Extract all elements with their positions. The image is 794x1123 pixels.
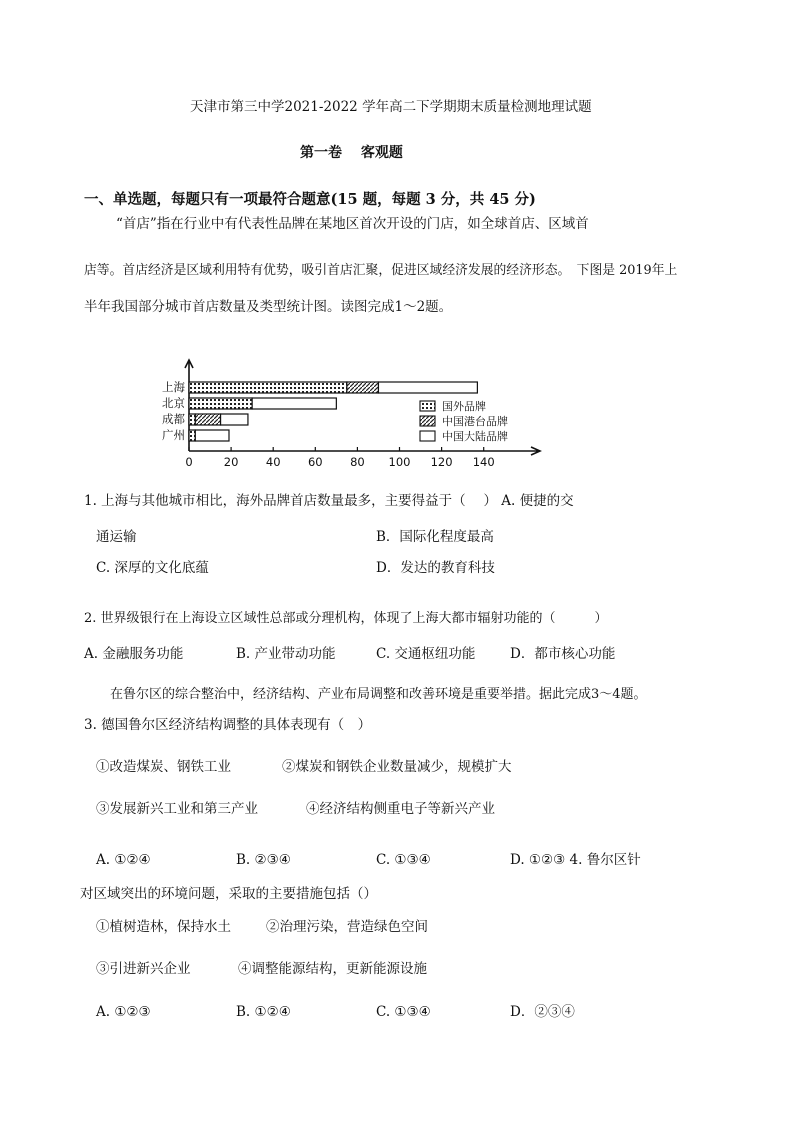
bar-segment	[195, 430, 229, 441]
category-label: 广州	[162, 428, 185, 442]
q4-statement-2: ②治理污染，营造绿色空间	[266, 919, 428, 935]
q3-option-a: A. ①②④	[96, 852, 151, 868]
ruhr-intro: 在鲁尔区的综合整治中，经济结构、产业布局调整和改善环境是重要举措。据此完成3～4题。	[110, 687, 647, 702]
bar-segment	[221, 414, 248, 425]
q2-option-b: B. 产业带动功能	[236, 646, 336, 662]
section-heading: 一、单选题，每题只有一项最符合题意(15 题，每题 3 分，共 45 分)	[84, 191, 536, 208]
q3-stem: 3. 德国鲁尔区经济结构调整的具体表现有（ ）	[84, 717, 372, 733]
category-label: 北京	[162, 396, 185, 410]
q4-option-b: B. ①②④	[236, 1004, 291, 1020]
first-store-chart	[150, 355, 560, 470]
x-tick-label: 60	[307, 455, 323, 469]
bar-segment	[195, 414, 220, 425]
q4-statement-1: ①植树造林，保持水土	[96, 919, 231, 935]
q1-option-b: B．国际化程度最高	[376, 529, 494, 545]
x-tick-label: 100	[388, 455, 411, 469]
q3-option-c: C. ①③④	[376, 852, 431, 868]
q1-option-d: D．发达的教育科技	[376, 560, 495, 576]
x-tick-label: 80	[350, 455, 365, 469]
x-tick-label: 0	[185, 455, 193, 469]
bar-segment	[189, 398, 252, 409]
q4-option-d: D．②③④	[510, 1004, 575, 1020]
q2-stem: 2. 世界级银行在上海设立区域性总部或分理机构，体现了上海大都市辐射功能的（ ）	[84, 611, 608, 626]
legend-swatch	[420, 431, 435, 441]
category-label: 上海	[162, 380, 185, 394]
x-tick-label: 40	[265, 455, 281, 469]
q3-statement-2: ②煤炭和钢铁企业数量减少，规模扩大	[282, 759, 512, 775]
bar-segment	[189, 414, 195, 425]
x-tick-label: 120	[430, 455, 453, 469]
q2-option-d: D．都市核心功能	[510, 646, 616, 662]
legend-label: 中国港台品牌	[442, 415, 508, 428]
bar-segment	[378, 382, 477, 393]
q3-option-b: B. ②③④	[236, 852, 291, 868]
q3-option-d-and-q4-start: D. ①②③ 4. 鲁尔区针	[510, 852, 641, 868]
q4-stem-cont: 对区域突出的环境问题，采取的主要措施包括（）	[80, 886, 377, 902]
q1-option-a-cont: 通运输	[96, 529, 137, 545]
q4-statement-3: ③引进新兴企业	[96, 961, 191, 977]
q4-option-c: C. ①③④	[376, 1004, 431, 1020]
intro-line-2: 店等。首店经济是区域利用特有优势，吸引首店汇聚，促进区域经济发展的经济形态。 下图是 2019年上	[84, 263, 678, 278]
bar-segment	[189, 382, 347, 393]
q3-statement-3: ③发展新兴工业和第三产业	[96, 801, 258, 817]
part-title: 第一卷 客观题	[300, 145, 403, 161]
q4-option-a: A. ①②③	[96, 1004, 151, 1020]
legend-label: 国外品牌	[442, 400, 486, 413]
intro-line-1: “首店”指在行业中有代表性品牌在某地区首次开设的门店，如全球首店、区域首	[116, 216, 589, 232]
category-label: 成都	[162, 412, 185, 426]
intro-line-3: 半年我国部分城市首店数量及类型统计图。读图完成1～2题。	[84, 299, 453, 315]
bar-segment	[189, 430, 195, 441]
x-tick-label: 20	[223, 455, 239, 469]
x-axis	[189, 447, 540, 455]
bar-segment	[347, 382, 379, 393]
q4-statement-4: ④调整能源结构，更新能源设施	[238, 961, 427, 977]
q3-statement-4: ④经济结构侧重电子等新兴产业	[306, 801, 495, 817]
x-tick-label: 140	[472, 455, 495, 469]
q2-option-c: C. 交通枢纽功能	[376, 646, 476, 662]
bar-segment	[252, 398, 336, 409]
q3-statement-1: ①改造煤炭、钢铁工业	[96, 759, 231, 775]
exam-title: 天津市第三中学2021-2022 学年高二下学期期末质量检测地理试题	[190, 99, 592, 115]
q2-option-a: A. 金融服务功能	[84, 646, 184, 662]
legend-label: 中国大陆品牌	[442, 430, 508, 443]
q1-stem: 1. 上海与其他城市相比，海外品牌首店数量最多，主要得益于（ ） A. 便捷的交	[84, 493, 574, 509]
legend-swatch	[420, 416, 435, 426]
q1-option-c: C. 深厚的文化底蕴	[96, 560, 209, 576]
legend-swatch	[420, 401, 435, 411]
